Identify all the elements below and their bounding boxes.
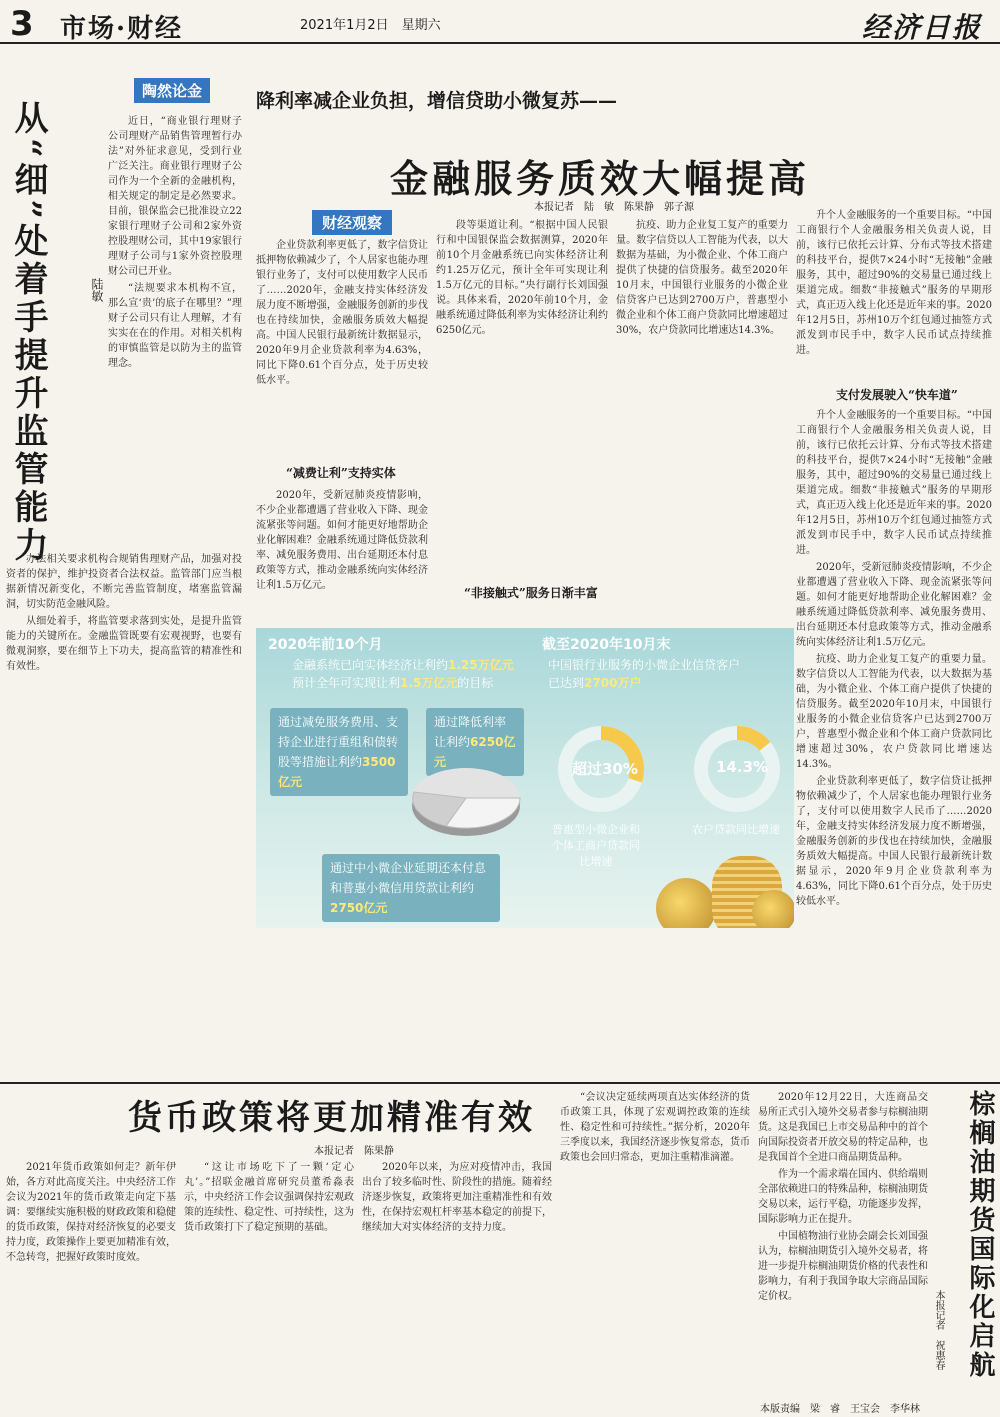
paragraph: “这让市场吃下了一颗‘定心丸’。”招联金融首席研究员董希淼表示，中央经济工作会议强调保持宏观政策的连续性、稳定性、可持续性，这为货币政策打下了稳定预期的基础。 (184, 1162, 354, 1233)
paragraph: 2020年，受新冠肺炎疫情影响，不少企业都遭遇了营业收入下降、现金流紧张等问题。如何才能更好地帮助企业化解困难？金融系统通过降低贷款利率、减免服务费用、出台延期还本付息政策等方式，推动金融系统向实体经济让利1.5万亿元。 (796, 562, 992, 648)
paragraph: 升个人金融服务的一个重要目标。“中国工商银行个人金融服务相关负责人说，目前，该行已依托云计算、分布式等技术搭建的科技平台，提供7×24小时“无接触”金融服务，其中，超过90%的交易量已通过线上渠道完成。细数“非接触式”服务的早期形式，真正迈入线上化还是近年来的事。2020年12月5日，苏州10万个红包通过抽签方式派发到市民手中，数字人民币试点持续推进。 (796, 410, 992, 556)
main-article-col4b (796, 408, 992, 1068)
bottom-article-col3 (362, 1160, 552, 1400)
text: 金融系统已向实体经济让利约 (292, 658, 449, 672)
paragraph: 中国植物油行业协会副会长刘国强认为，棕榈油期货引入境外交易者，将进一步提升棕榈油期货价格的代表性和影响力，有利于我国争取大宗商品国际定价权。 (758, 1231, 928, 1302)
left-article-body-top (108, 114, 242, 546)
main-article-col2 (436, 218, 608, 558)
text: 已达到 (548, 676, 585, 690)
infographic-box-fee-relief (270, 708, 408, 796)
left-article-body-bottom (6, 552, 242, 1072)
bottom-article-col1 (6, 1160, 176, 1400)
infographic-label-smallbiz: 普惠型小微企业和个体工商户贷款同比增速 (552, 823, 640, 868)
right-article-headline: 棕榈油期货国际化启航 (965, 1090, 995, 1380)
main-article-headline: 金融服务质效大幅提高 (390, 157, 811, 201)
editor-credits: 本版责编 梁 睿 王宝会 李华林 (760, 1404, 920, 1415)
text: 通过减免服务费用、支持企业进行重组和债转股等措施让利约 (278, 715, 399, 769)
paragraph: 段等渠道让利。“根据中国人民银行和中国银保监会数据测算，2020年前10个月金融系统已向实体经济让利约1.25万亿元，预计全年可实现让利1.5万亿元的目标。”央行副行长刘国强说。具体来看，2020年前10个月，金融系统通过降低利率为实体经济让利约6250亿元。 (436, 220, 608, 336)
masthead (0, 0, 1000, 44)
coin-stack-illustration (656, 878, 716, 928)
text: 预计全年可实现让利 (292, 676, 401, 690)
value: 2750亿元 (330, 901, 388, 915)
paragraph: 2020年12月22日，大连商品交易所正式引入境外交易者参与棕榈油期货。这是我国已上市交易品种中的首个向国际投资者开放交易的特定品种，也是我国首个全进口商品期货品种。 (758, 1092, 928, 1163)
value: 1.25万亿元 (448, 658, 514, 672)
bottom-article-col2 (184, 1160, 354, 1400)
subhead: “减费让利”支持实体 (286, 466, 396, 480)
infographic-right-subtitle: 中国银行业服务的小微企业信贷客户 (548, 658, 741, 672)
main-article-kicker: 降利率减企业负担，增信贷助小微复苏—— (256, 90, 618, 112)
paragraph: 升个人金融服务的一个重要目标。“中国工商银行个人金融服务相关负责人说，目前，该行已依托云计算、分布式等技术搭建的科技平台，提供7×24小时“无接触”金融服务，其中，超过90%的交易量已通过线上渠道完成。细数“非接触式”服务的早期形式，真正迈入线上化还是近年来的事。2020年12月5日，苏州10万个红包通过抽签方式派发到市民手中，数字人民币试点持续推进。 (796, 210, 992, 356)
paragraph: 从细处着手，将监管要求落到实处，是提升监管能力的关键所在。金融监管既要有宏观视野，也要有微观洞察，要在细节上下功夫，提高监管的精准性和有效性。 (6, 616, 242, 672)
subhead: 支付发展驶入“快车道” (836, 388, 958, 402)
main-article-col1 (256, 238, 428, 458)
issue-date: 2021年1月2日 星期六 (300, 18, 441, 33)
page-number: 3 (10, 4, 34, 44)
left-article-author: 陆敏 (90, 278, 104, 302)
paragraph: “法规要求本机构不宣，那么宣‘贵’的底子在哪里？”理财子公司只有让人理解，才有实实在在的作用。对相关机构的审慎监管是以防为主的监管理念。 (108, 283, 242, 369)
value: 6250亿元 (434, 735, 516, 769)
left-article (4, 48, 246, 1078)
value: 1.5万亿元 (400, 676, 458, 690)
left-article-headline: 从“细”处着手提升监管能力 (8, 100, 48, 566)
paper-logo: 经济日报 (861, 11, 982, 44)
paragraph: 抗疫、助力企业复工复产的重要力量。数字信贷以人工智能为代表，以大数据为基础，为小微企业、个体工商户提供了快捷的信贷服务。截至2020年10月末，中国银行业服务的小微企业信贷客户已达到2700万户，普惠型小微企业和个体工商户贷款同比增速超过30%，农户贷款同比增速达14.3%。 (796, 654, 992, 770)
infographic (256, 628, 794, 928)
infographic-label-farmer: 农户贷款同比增速 (692, 823, 780, 836)
paragraph: 抗疫、助力企业复工复产的重要力量。数字信贷以人工智能为代表，以大数据为基础，为小微企业、个体工商户提供了快捷的信贷服务。截至2020年10月末，中国银行业服务的小微企业信贷客户已达到2700万户，普惠型小微企业和个体工商户贷款同比增速超过30%，农户贷款同比增速达14.3%。 (616, 220, 788, 336)
paragraph: “会议决定延续两项直达实体经济的货币政策工具，体现了宏观调控政策的连续性、稳定性和可持续性。”据分析，2020年三季度以来，我国经济逐步恢复常态，货币政策也会回归常态，更加注重精准滴灌。 (560, 1092, 750, 1163)
paragraph: 企业贷款利率更低了，数字信贷让抵押物依赖减少了，个人居家也能办理银行业务了，支付可以使用数字人民币了……2020年，金融支持实体经济发展力度不断增强，金融服务创新的步伐也在持续加快，金融服务质效大幅提高。中国人民银行最新统计数据显示，2020年9月企业贷款利率为4.63%，同比下降0.61个百分点，处于历史较低水平。 (796, 776, 992, 907)
main-article (250, 48, 996, 1078)
infographic-pct-farmer: 14.3% (716, 758, 769, 776)
text: 通过中小微企业延期还本付息和普惠小微信用贷款让利约 (330, 861, 487, 895)
paragraph: 作为一个需求端在国内、供给端则全部依赖进口的特殊品种，棕榈油期货交易以来，运行平稳，功能逐步发挥，国际影响力正在提升。 (758, 1169, 928, 1225)
text: 的目标 (457, 676, 494, 690)
coin-stack-illustration (752, 890, 794, 928)
bottom-article-byline: 本报记者 陈果静 (314, 1146, 394, 1157)
bottom-article-headline: 货币政策将更加精准有效 (128, 1098, 535, 1138)
main-article-byline: 本报记者 陆 敏 陈果静 郭子源 (534, 202, 694, 213)
infographic-left-subtitle-2 (292, 674, 493, 691)
text: 通过降低利率让利约 (434, 715, 507, 749)
paragraph: 2021年货币政策如何走？新年伊始，各方对此高度关注。中央经济工作会议为2021年的货币政策走向定下基调：要继续实施积极的财政政策和稳健的货币政策，保持对经济恢复的必要支持力度，政策操作上要更加精准有效，不急转弯，把握好政策时度效。 (6, 1162, 176, 1263)
paragraph: 近日，“商业银行理财子公司理财产品销售管理暂行办法”对外征求意见，受到行业广泛关注。商业银行理财子公司作为一个全新的金融机构，相关规定的制定是必然要求。目前，银保监会已批准设立22家银行理财子公司和2家外资控股理财公司，其中19家银行理财子公司与1家外资控股理财公司已开业。 (108, 116, 242, 277)
main-article-col4 (796, 208, 992, 378)
infographic-right-title: 截至2020年10月末 (542, 637, 671, 653)
main-article-col3 (616, 218, 788, 618)
pie-illustration (406, 748, 526, 848)
paragraph: 企业贷款利率更低了，数字信贷让抵押物依赖减少了，个人居家也能办理银行业务了，支付可以使用数字人民币了……2020年，金融支持实体经济发展力度不断增强，金融服务创新的步伐也在持续加快，金融服务质效大幅提高。中国人民银行最新统计数据显示，2020年9月企业贷款利率为4.63%，同比下降0.61个百分点，处于历史较低水平。 (256, 240, 428, 386)
paragraph: 办法相关要求机构合规销售理财产品，加强对投资者的保护，维护投资者合法权益。监管部门应当根据新情况新变化，不断完善监管制度，堵塞监管漏洞，切实防范金融风险。 (6, 554, 242, 610)
paragraph: 2020年以来，为应对疫情冲击，我国出台了较多临时性、阶段性的措施。随着经济逐步恢复，政策将更加注重精准性和有效性，在保持宏观杠杆率基本稳定的前提下，继续加大对实体经济的支持力度。 (362, 1162, 552, 1233)
section-divider (0, 1082, 1000, 1084)
bottom-article-col4 (560, 1090, 750, 1400)
value: 3500亿元 (278, 755, 396, 789)
value: 2700万户 (584, 676, 642, 690)
column-tag: 陶然论金 (134, 78, 210, 103)
right-article-author: 本报记者 祝惠春 (933, 1290, 944, 1370)
main-article-col1b (256, 488, 428, 623)
subhead: “非接触式”服务日渐丰富 (464, 586, 598, 600)
paragraph: 2020年，受新冠肺炎疫情影响，不少企业都遭遇了营业收入下降、现金流紧张等问题。如何才能更好地帮助企业化解困难？金融系统通过降低贷款利率、减免服务费用、出台延期还本付息政策等方式，推动金融系统向实体经济让利1.5万亿元。 (256, 490, 428, 591)
infographic-right-subtitle-2 (548, 674, 641, 691)
column-tag: 财经观察 (312, 210, 392, 235)
infographic-pct-smallbiz: 超过30% (572, 760, 638, 778)
infographic-left-title: 2020年前10个月 (268, 637, 383, 653)
main-article-right-column (796, 208, 992, 1068)
right-article-body (758, 1090, 928, 1396)
infographic-left-subtitle (292, 656, 514, 673)
infographic-box-deferral (322, 854, 500, 922)
section-name: 市场·财经 (60, 14, 184, 44)
